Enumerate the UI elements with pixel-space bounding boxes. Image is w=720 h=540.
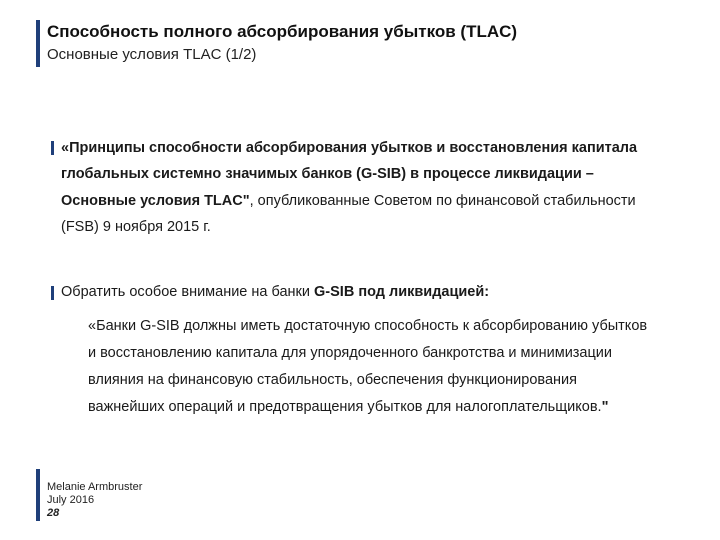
- paragraph-gsib-focus: [61, 279, 661, 305]
- bullet-marker: [51, 286, 54, 300]
- paragraph-normal-text: , опубликованные Советом по финансовой стабильности (FSB) 9 ноября 2015 г.: [61, 192, 636, 235]
- paragraph-tlac-principles: [61, 135, 646, 240]
- quote-closing-mark: ": [601, 399, 609, 415]
- page-subtitle: Основные условия TLAC (1/2): [47, 46, 257, 63]
- page-title: Способность полного абсорбирования убытков (TLAC): [47, 22, 518, 41]
- quote-gsib-requirement: [88, 313, 656, 421]
- page-number: 28: [47, 507, 60, 519]
- footer-author: Melanie Armbruster: [47, 481, 143, 493]
- paragraph-bold-text: «Принципы способности абсорбирования убытков и восстановления капитала глобальных системно значимых банков (G-SIB) в процессе ликвидации – Основные условия TLAC": [61, 140, 638, 209]
- paragraph-bold-text: G-SIB под ликвидацией:: [314, 284, 490, 300]
- footer-accent-bar: [36, 469, 40, 521]
- footer-date: July 2016: [47, 494, 95, 506]
- bullet-marker: [51, 141, 54, 155]
- paragraph-normal-text: Обратить особое внимание на банки: [61, 284, 315, 300]
- quote-text: «Банки G-SIB должны иметь достаточную способность к абсорбированию убытков и восстановлению капитала для упорядоченного банкротства и минимизации влияния на финансовую стабильность, обеспечения функционирования важнейших операций и предотвращения убытков для налогоплательщиков.: [88, 318, 648, 415]
- header-accent-bar: [36, 20, 40, 67]
